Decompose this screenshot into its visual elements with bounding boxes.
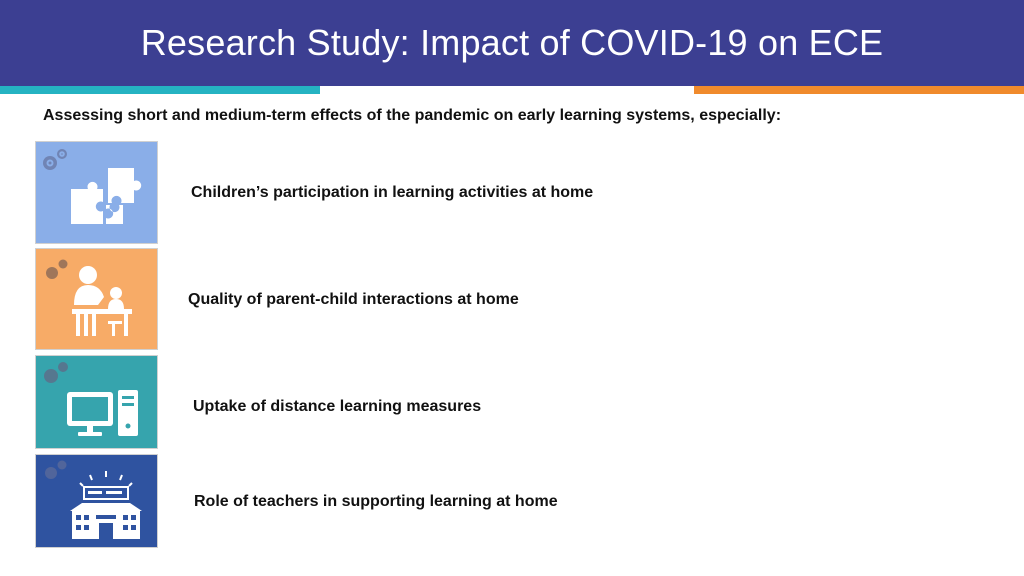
accent-bar-orange bbox=[694, 86, 1024, 94]
item-label-participation: Children’s participation in learning activities at home bbox=[191, 184, 594, 201]
slide-title: Research Study: Impact of COVID-19 on ECE bbox=[140, 22, 884, 63]
accent-bar-teal bbox=[0, 86, 320, 94]
school-icon bbox=[36, 455, 158, 548]
school-tile bbox=[35, 454, 158, 548]
slide-subtitle: Assessing short and medium-term effects of the pandemic on early learning systems, especially: bbox=[43, 107, 782, 124]
item-label-interactions: Quality of parent-child interactions at home bbox=[188, 291, 519, 308]
item-label-distance-learning: Uptake of distance learning measures bbox=[193, 398, 482, 415]
parent-child-icon bbox=[36, 249, 158, 350]
header-bar bbox=[0, 0, 1024, 86]
puzzle-tile bbox=[35, 141, 158, 244]
computer-tile bbox=[35, 355, 158, 449]
accent-gap bbox=[320, 86, 694, 94]
puzzle-icon bbox=[36, 142, 158, 244]
item-label-teachers: Role of teachers in supporting learning at home bbox=[194, 493, 558, 510]
computer-icon bbox=[36, 356, 158, 449]
parent-child-tile bbox=[35, 248, 158, 350]
